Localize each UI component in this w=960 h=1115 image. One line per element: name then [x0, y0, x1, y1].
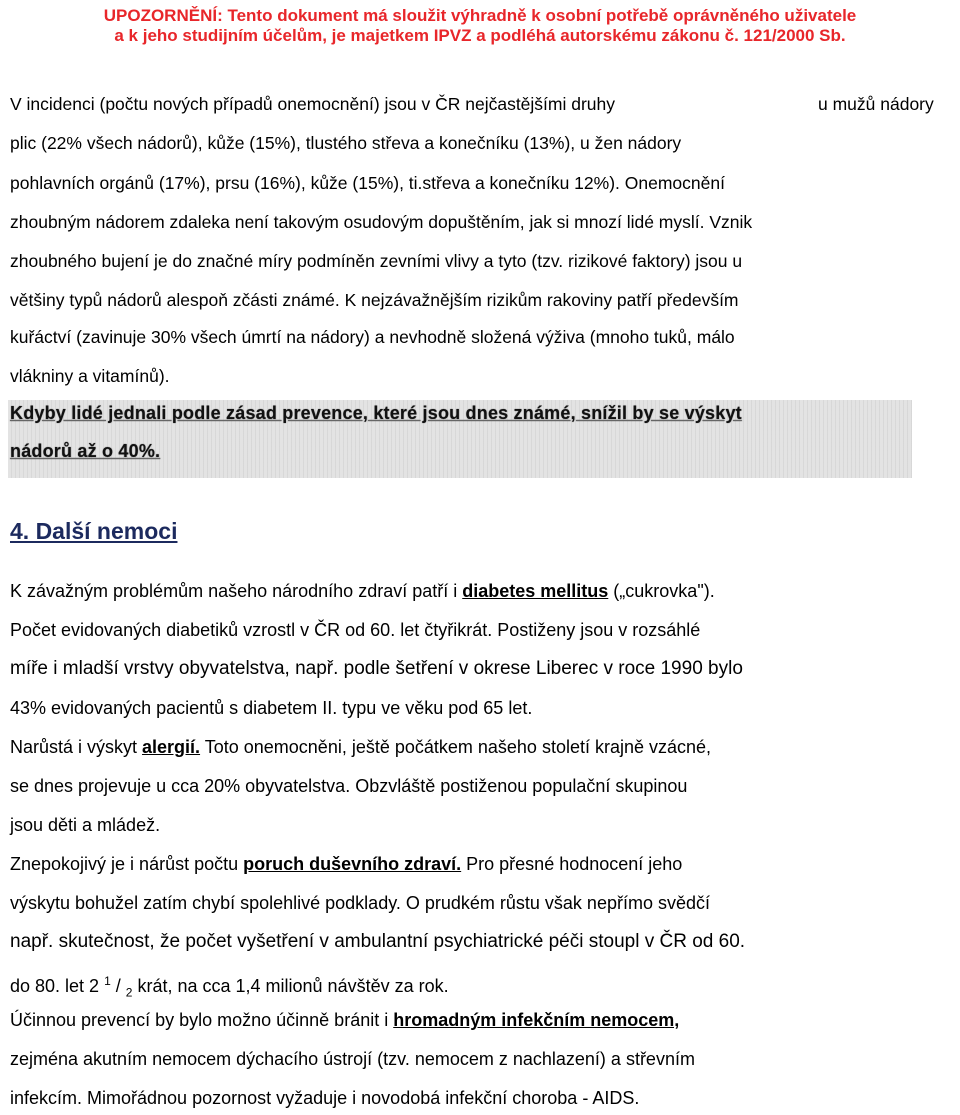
para1-line-5: zhoubného bujení je do značné míry podmíněn zevními vlivy a tyto (tzv. rizikové faktory) jsou u: [10, 251, 743, 271]
para1-line-4: zhoubným nádorem zdaleka není takovým osudovým dopuštěním, jak si mnozí lidé myslí. Vznik: [10, 212, 753, 232]
warning-line-1: UPOZORNĚNÍ: Tento dokument má sloužit výhradně k osobní potřebě oprávněného uživatele: [103, 6, 857, 25]
allergy-term: alergií.: [142, 737, 201, 757]
mental-health-term: poruch duševního zdraví.: [243, 854, 462, 874]
para2-line-6: se dnes projevuje u cca 20% obyvatelstva. Obzvláště postiženou populační skupinou: [10, 776, 688, 796]
scanned-line-1: Kdyby lidé jednali podle zásad prevence, které jsou dnes známé, snížil by se výskyt: [10, 403, 742, 423]
para2-line-5: Narůstá i výskyt alergií. Toto onemocněni, ještě počátkem našeho století krajně vzácné,: [10, 737, 712, 757]
para2-line-2: Počet evidovaných diabetiků vzrostl v ČR od 60. let čtyřikrát. Postiženy jsou v rozsáhlé: [10, 620, 701, 640]
para2-line-8: Znepokojivý je i nárůst počtu poruch duševního zdraví. Pro přesné hodnocení jeho: [10, 854, 683, 874]
para2-line-10: např. skutečnost, že počet vyšetření v ambulantní psychiatrické péči stoupl v ČR od 60.: [10, 931, 746, 952]
copyright-warning: [0, 6, 960, 46]
para1-line-2: plic (22% všech nádorů), kůže (15%), tlustého střeva a konečníku (13%), u žen nádory: [10, 133, 682, 153]
para2-line-4: 43% evidovaných pacientů s diabetem II. typu ve věku pod 65 let.: [10, 698, 533, 718]
para2-line-1: K závažným problémům našeho národního zdraví patří i diabetes mellitus („cukrovka").: [10, 581, 715, 601]
scanned-line-2: nádorů až o 40%.: [10, 441, 161, 461]
para2-line-9: výskytu bohužel zatím chybí spolehlivé podklady. O prudkém růstu však nepřímo svědčí: [10, 893, 710, 913]
para1-line-8: vlákniny a vitamínů).: [10, 366, 170, 386]
infectious-diseases-term: hromadným infekčním nemocem,: [393, 1010, 680, 1030]
para2-line-7: jsou děti a mládež.: [10, 815, 161, 835]
section-heading: 4. Další nemoci: [10, 518, 178, 544]
scanned-text-block: [8, 400, 912, 478]
para2-line-13: zejména akutním nemocem dýchacího ústrojí (tzv. nemocem z nachlazení) a střevním: [10, 1049, 695, 1069]
para2-line-3: míře i mladší vrstvy obyvatelstva, např. podle šetření v okrese Liberec v roce 1990 bylo: [10, 658, 743, 679]
para1-line-3: pohlavních orgánů (17%), prsu (16%), kůže (15%), ti.střeva a konečníku 12%). Onemocnění: [10, 173, 725, 193]
warning-line-2: a k jeho studijním účelům, je majetkem IPVZ a podléhá autorskému zákonu č. 121/2000 Sb.: [114, 26, 846, 45]
para1-line-7: kuřáctví (zavinuje 30% všech úmrtí na nádory) a nevhodně složená výživa (mnoho tuků, málo: [10, 327, 735, 347]
para2-line-14: infekcím. Mimořádnou pozornost vyžaduje i novodobá infekční choroba - AIDS.: [10, 1088, 640, 1108]
para1-line-6: většiny typů nádorů alespoň zčásti známé. K nejzávažnějším rizikům rakoviny patří především: [10, 290, 739, 310]
para1-line-1: V incidenci (počtu nových případů onemocnění) jsou v ČR nejčastějšími druhy u mužů nádory: [10, 94, 934, 114]
diabetes-term: diabetes mellitus: [462, 581, 609, 601]
para2-line-11: do 80. let 2 $^1$ / $_2$ krát, na cca 1,4 milionů návštěv za rok.: [10, 974, 449, 1000]
para2-line-12: Účinnou prevencí by bylo možno účinně bránit i hromadným infekčním nemocem,: [10, 1010, 680, 1030]
